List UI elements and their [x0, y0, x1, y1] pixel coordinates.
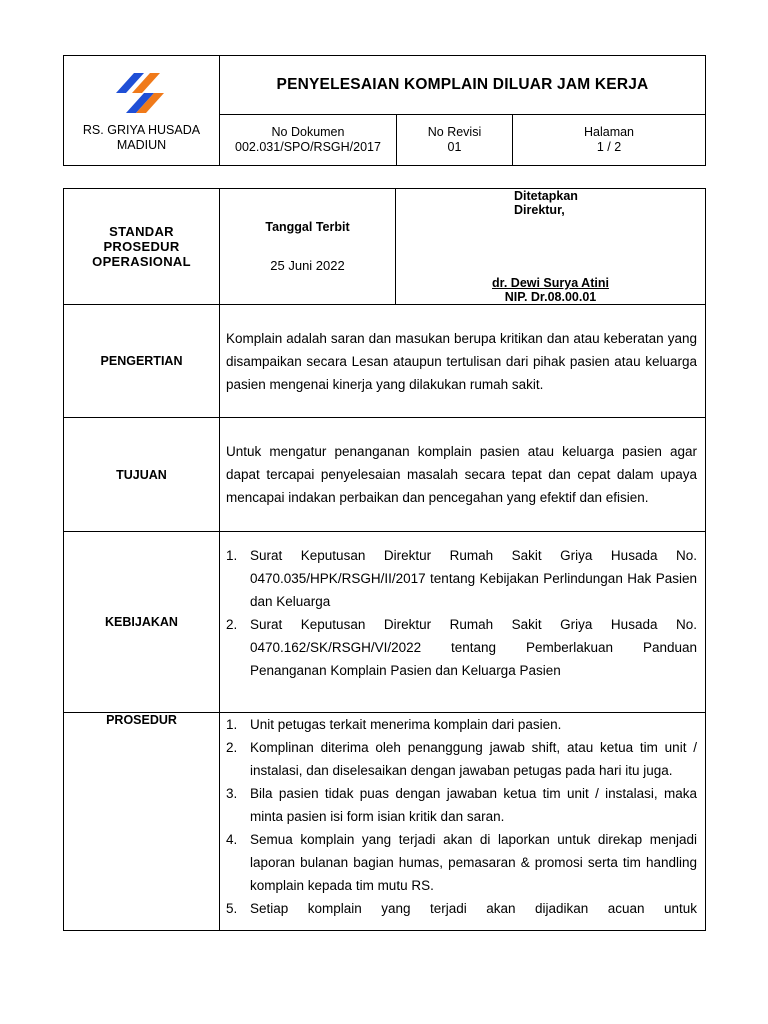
document-header — [63, 55, 706, 166]
issue-date-value: 25 Juni 2022 — [270, 258, 345, 273]
prosedur-content — [220, 713, 706, 931]
kebijakan-label: KEBIJAKAN — [64, 532, 220, 713]
list-text: Setiap komplain yang terjadi akan dijadikan acuan untuk — [250, 901, 697, 916]
approval-label: Ditetapkan — [514, 189, 578, 203]
document-title: PENYELESAIAN KOMPLAIN DILUAR JAM KERJA — [220, 56, 706, 115]
tujuan-label: TUJUAN — [64, 418, 220, 532]
list-text: Semua komplain yang terjadi akan di laporkan untuk direkap menjadi laporan bulanan bagian humas, pemasaran & promosi serta tim handling komplain kepada tim mutu RS. — [250, 832, 697, 893]
kebijakan-content — [220, 532, 706, 713]
list-item — [226, 613, 697, 682]
list-number: 1. — [226, 548, 238, 563]
list-item — [226, 736, 697, 782]
list-text: Bila pasien tidak puas dengan jawaban ketua tim unit / instalasi, maka minta pasien isi form isian kritik dan saran. — [250, 786, 697, 824]
list-text: Surat Keputusan Direktur Rumah Sakit Griya Husada No. 0470.162/SK/RSGH/VI/2022 tentang Pemberlakuan Panduan Penanganan Komplain Pasien dan Keluarga Pasien — [250, 617, 697, 678]
sop-label-cell — [64, 189, 220, 305]
director-name: dr. Dewi Surya Atini — [492, 276, 609, 290]
list-item — [226, 897, 697, 920]
doc-number-cell — [220, 115, 397, 166]
hospital-logo-cell — [64, 56, 220, 166]
hospital-logo-icon — [114, 69, 170, 117]
revision-value: 01 — [447, 140, 462, 154]
page-label: Halaman — [583, 125, 635, 139]
list-text: Unit petugas terkait menerima komplain dari pasien. — [250, 717, 562, 732]
list-item — [226, 713, 697, 736]
director-nip: NIP. Dr.08.00.01 — [504, 290, 597, 304]
page-cell — [513, 115, 706, 166]
doc-number-label: No Dokumen — [271, 125, 345, 139]
pengertian-text: Komplain adalah saran dan masukan berupa kritikan dan atau keberatan yang disampaikan secara Lesan ataupun tertulisan dari pihak pasien atau keluarga pasien mengenai kinerja yang dilakukan rumah sakit. — [220, 305, 706, 418]
approval-role: Direktur, — [514, 203, 565, 217]
issue-date-label: Tanggal Terbit — [265, 220, 350, 234]
sop-label-line1: STANDAR — [109, 224, 174, 239]
kebijakan-list — [226, 544, 697, 682]
list-number: 3. — [226, 786, 238, 801]
list-text: Komplinan diterima oleh penanggung jawab shift, atau ketua tim unit / instalasi, dan diselesaikan dengan jawaban petugas pada hari itu juga. — [250, 740, 697, 778]
tujuan-text: Untuk mengatur penanganan komplain pasien atau keluarga pasien agar dapat tercapai penyelesaian masalah secara tepat dan cepat dalam upaya mencapai indakan perbaikan dan pencegahan yang efektif dan efisien. — [220, 418, 706, 532]
page-value: 1 / 2 — [596, 140, 622, 154]
list-text: Surat Keputusan Direktur Rumah Sakit Griya Husada No. 0470.035/HPK/RSGH/II/2017 tentang Kebijakan Perlindungan Hak Pasien dan Keluarga — [250, 548, 697, 609]
org-name: RS. GRIYA HUSADA — [82, 122, 201, 137]
pengertian-label: PENGERTIAN — [64, 305, 220, 418]
revision-label: No Revisi — [427, 125, 482, 139]
org-city: MADIUN — [116, 137, 167, 152]
revision-cell — [397, 115, 513, 166]
list-item — [226, 782, 697, 828]
sop-label-line2: PROSEDUR — [103, 239, 180, 254]
sop-body-table — [63, 188, 706, 931]
doc-number-value: 002.031/SPO/RSGH/2017 — [235, 140, 381, 154]
list-number: 2. — [226, 617, 238, 632]
issue-date-cell — [220, 189, 396, 305]
list-item — [226, 544, 697, 613]
list-item — [226, 828, 697, 897]
list-number: 1. — [226, 717, 238, 732]
prosedur-list — [226, 713, 697, 920]
list-number: 4. — [226, 832, 238, 847]
prosedur-label: PROSEDUR — [64, 713, 220, 931]
list-number: 2. — [226, 740, 238, 755]
approval-cell — [396, 189, 706, 305]
list-number: 5. — [226, 901, 238, 916]
sop-label-line3: OPERASIONAL — [92, 254, 191, 269]
